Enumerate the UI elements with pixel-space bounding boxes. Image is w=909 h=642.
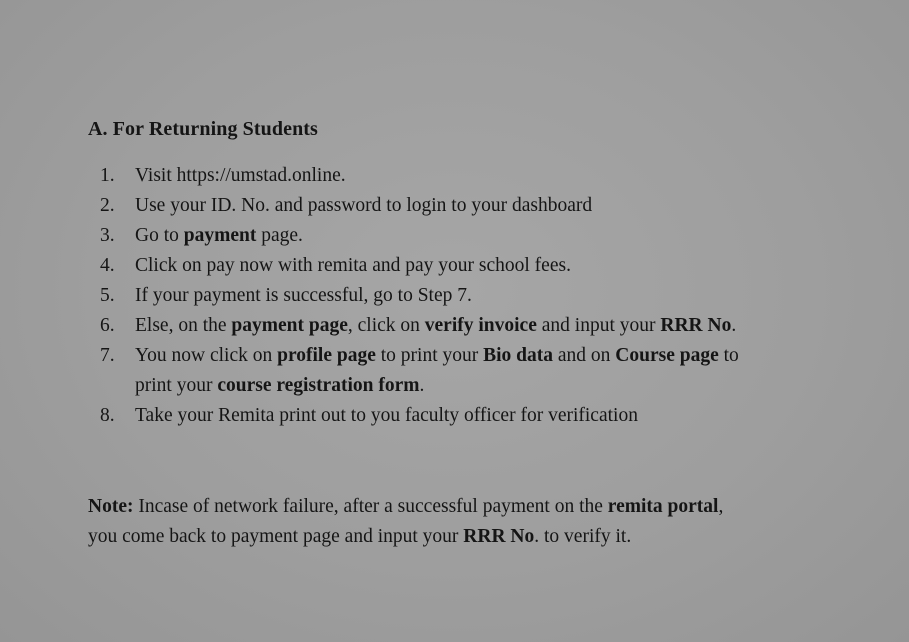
- step-text: page.: [256, 225, 303, 246]
- list-item: [100, 341, 900, 401]
- step-bold-text: Bio data: [483, 345, 554, 366]
- note-text: you come back to payment page and input your: [88, 526, 464, 547]
- step-number: 8.: [100, 405, 115, 426]
- step-text: Take your Remita print out to you faculty officer for verification: [135, 405, 638, 426]
- step-text: If your payment is successful, go to Step 7.: [135, 285, 472, 306]
- note-text: . to verify it.: [534, 526, 632, 547]
- note-label: Note:: [88, 496, 134, 517]
- note-line-2: [88, 522, 723, 552]
- step-number: 1.: [100, 165, 115, 186]
- list-item: [100, 161, 900, 191]
- step-text: Visit https://umstad.online.: [135, 165, 346, 186]
- list-item: [100, 221, 900, 251]
- note-line-1: [88, 492, 723, 522]
- step-text: Click on pay now with remita and pay your school fees.: [135, 255, 571, 276]
- step-bold-text: course registration form: [217, 375, 420, 396]
- step-bold-text: payment page: [231, 315, 348, 336]
- step-number: 3.: [100, 225, 115, 246]
- step-bold-text: Course page: [615, 345, 719, 366]
- step-text: , click on: [347, 315, 425, 336]
- step-text: print your: [135, 375, 218, 396]
- step-text: to print your: [375, 345, 484, 366]
- list-item: [100, 311, 900, 341]
- step-number: 4.: [100, 255, 115, 276]
- note-text: ,: [718, 496, 724, 517]
- step-number: 6.: [100, 315, 115, 336]
- step-text: and input your: [536, 315, 661, 336]
- list-item: [100, 281, 900, 311]
- note-text: Incase of network failure, after a successful payment on the: [133, 496, 608, 517]
- step-bold-text: RRR No: [660, 315, 732, 336]
- step-continuation: [100, 371, 900, 401]
- list-item: [100, 191, 900, 221]
- step-text: Go to: [135, 225, 184, 246]
- step-bold-text: profile page: [277, 345, 376, 366]
- step-bold-text: payment: [183, 225, 257, 246]
- steps-list: [100, 161, 900, 431]
- step-number: 5.: [100, 285, 115, 306]
- step-text: and on: [553, 345, 616, 366]
- step-bold-text: verify invoice: [424, 315, 537, 336]
- note-bold-text: remita portal: [607, 496, 719, 517]
- step-text: .: [731, 315, 737, 336]
- list-item: [100, 401, 900, 431]
- step-number: 2.: [100, 195, 115, 216]
- note-paragraph: [88, 492, 723, 552]
- list-item: [100, 251, 900, 281]
- step-text: to: [718, 345, 739, 366]
- step-text: Use your ID. No. and password to login to your dashboard: [135, 195, 593, 216]
- step-text: .: [419, 375, 425, 396]
- step-text: You now click on: [135, 345, 278, 366]
- section-heading: A. For Returning Students: [88, 118, 318, 140]
- note-bold-text: RRR No: [463, 526, 535, 547]
- step-text: Else, on the: [135, 315, 232, 336]
- step-number: 7.: [100, 345, 115, 366]
